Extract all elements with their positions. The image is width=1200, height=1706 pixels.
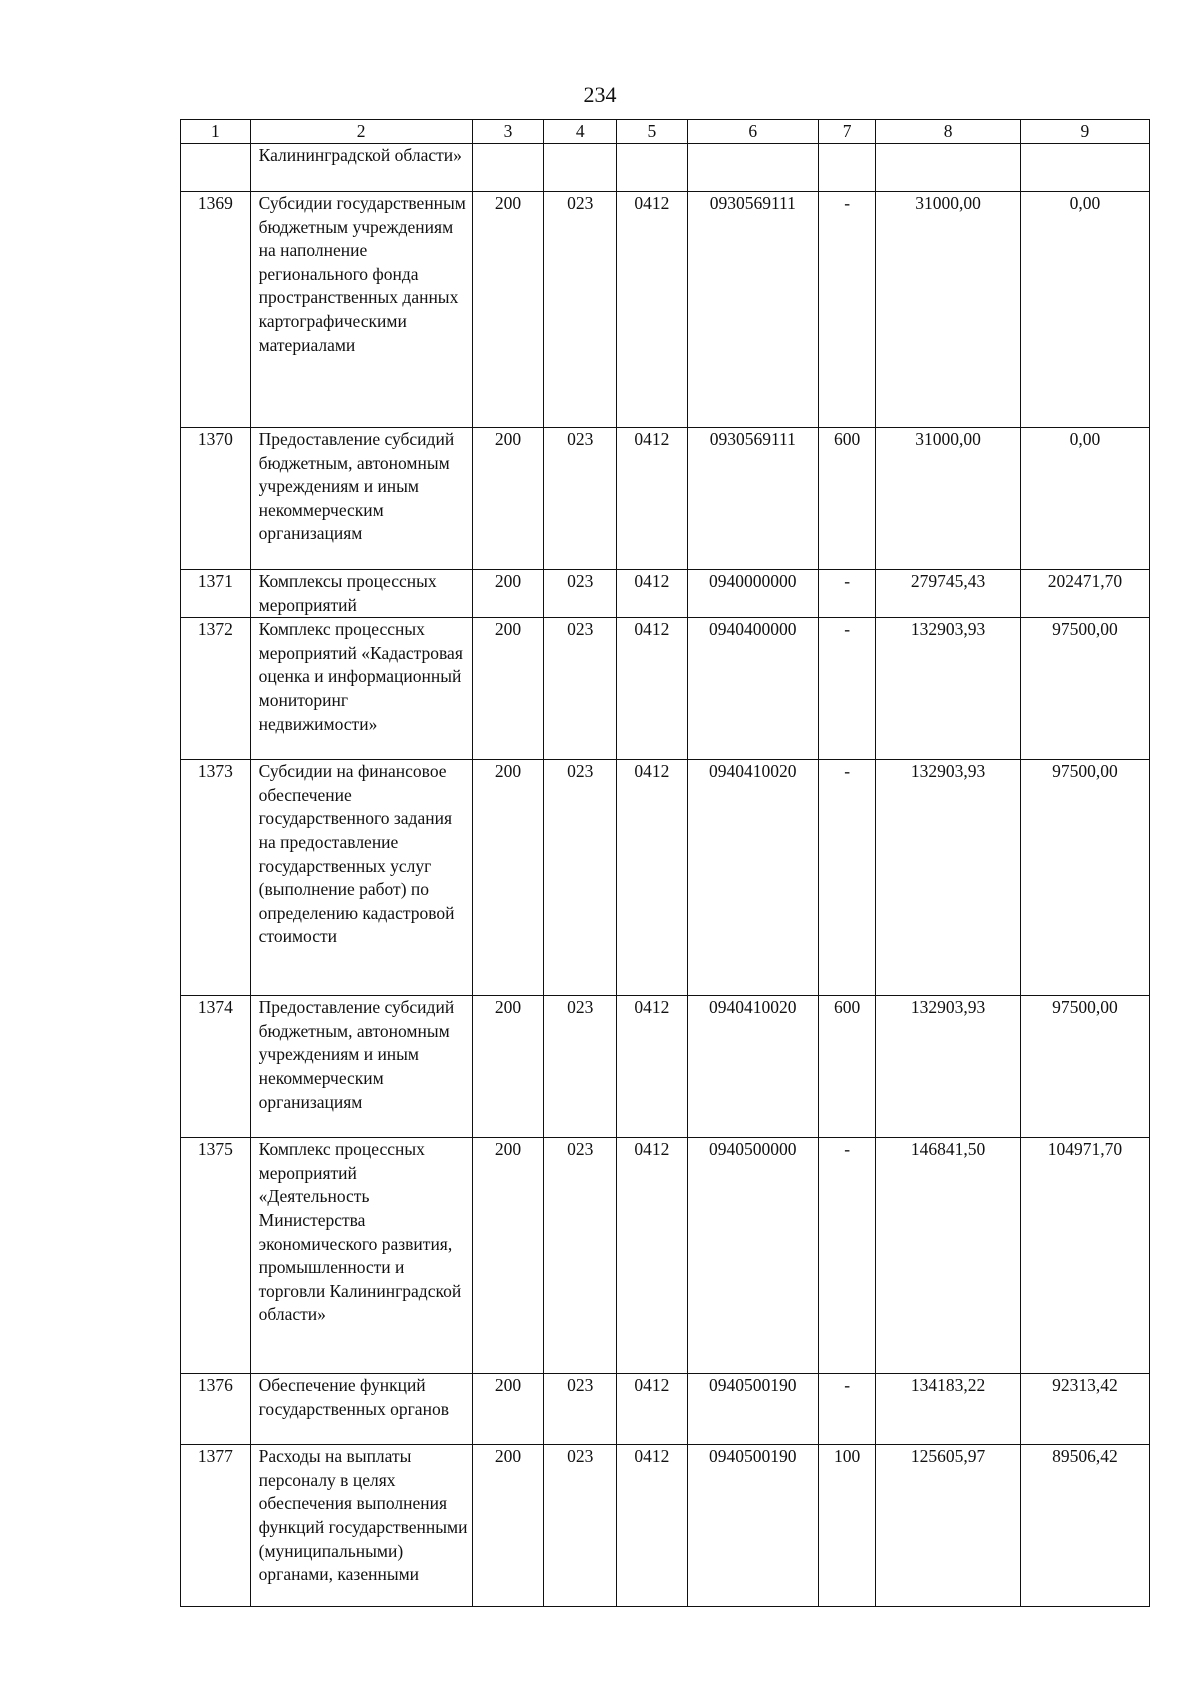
table-row: [181, 618, 1150, 760]
table-row: [181, 192, 1150, 428]
amount-col-8: 125605,97: [876, 1445, 1020, 1607]
code-col-3: 200: [472, 760, 544, 996]
item-name: Комплексы процессных мероприятий: [250, 570, 472, 618]
amount-col-8: 134183,22: [876, 1374, 1020, 1445]
column-header: 7: [818, 120, 876, 144]
amount-col-9: 89506,42: [1020, 1445, 1149, 1607]
table-row: [181, 996, 1150, 1138]
amount-col-8: [876, 144, 1020, 192]
amount-col-8: 132903,93: [876, 618, 1020, 760]
section-code: 0412: [617, 618, 688, 760]
amount-col-9: 202471,70: [1020, 570, 1149, 618]
target-code: 0940500000: [687, 1138, 818, 1374]
section-code: 0412: [617, 760, 688, 996]
row-number: 1371: [181, 570, 251, 618]
item-name: Предоставление субсидий бюджетным, автономным учреждениям и иным некоммерческим организациям: [250, 428, 472, 570]
amount-col-8: 279745,43: [876, 570, 1020, 618]
table-row: [181, 760, 1150, 996]
row-number: 1369: [181, 192, 251, 428]
expense-type: -: [818, 618, 876, 760]
amount-col-8: 31000,00: [876, 428, 1020, 570]
section-code: 0412: [617, 428, 688, 570]
target-code: 0940500190: [687, 1445, 818, 1607]
code-col-3: 200: [472, 570, 544, 618]
section-code: [617, 144, 688, 192]
code-col-3: [472, 144, 544, 192]
section-code: 0412: [617, 1445, 688, 1607]
column-header: 9: [1020, 120, 1149, 144]
header-row: [181, 120, 1150, 144]
target-code: 0930569111: [687, 428, 818, 570]
column-header: 8: [876, 120, 1020, 144]
section-code: 0412: [617, 192, 688, 428]
amount-col-9: 104971,70: [1020, 1138, 1149, 1374]
item-name: Обеспечение функций государственных органов: [250, 1374, 472, 1445]
code-col-4: 023: [544, 760, 617, 996]
row-number: 1370: [181, 428, 251, 570]
expense-type: 600: [818, 996, 876, 1138]
section-code: 0412: [617, 570, 688, 618]
amount-col-9: 0,00: [1020, 428, 1149, 570]
column-header: 4: [544, 120, 617, 144]
row-number: 1377: [181, 1445, 251, 1607]
expense-type: 600: [818, 428, 876, 570]
item-name: Предоставление субсидий бюджетным, автономным учреждениям и иным некоммерческим организациям: [250, 996, 472, 1138]
item-name: Субсидии на финансовое обеспечение государственного задания на предоставление государственных услуг (выполнение работ) по определению кадастровой стоимости: [250, 760, 472, 996]
code-col-4: 023: [544, 996, 617, 1138]
expense-type: [818, 144, 876, 192]
section-code: 0412: [617, 1138, 688, 1374]
code-col-4: 023: [544, 1445, 617, 1607]
budget-table: [180, 119, 1150, 1607]
code-col-3: 200: [472, 192, 544, 428]
code-col-4: 023: [544, 1374, 617, 1445]
code-col-3: 200: [472, 1138, 544, 1374]
amount-col-9: 0,00: [1020, 192, 1149, 428]
row-number: 1376: [181, 1374, 251, 1445]
row-number: 1374: [181, 996, 251, 1138]
page-number: 234: [583, 82, 617, 107]
code-col-4: 023: [544, 618, 617, 760]
code-col-4: 023: [544, 428, 617, 570]
code-col-4: 023: [544, 570, 617, 618]
row-number: 1372: [181, 618, 251, 760]
table-row: [181, 144, 1150, 192]
table-row: [181, 1445, 1150, 1607]
column-header: 2: [250, 120, 472, 144]
target-code: 0940500190: [687, 1374, 818, 1445]
target-code: 0940410020: [687, 760, 818, 996]
row-number: 1375: [181, 1138, 251, 1374]
code-col-4: 023: [544, 1138, 617, 1374]
section-code: 0412: [617, 996, 688, 1138]
table-row: [181, 1374, 1150, 1445]
code-col-3: 200: [472, 1374, 544, 1445]
target-code: 0940400000: [687, 618, 818, 760]
row-number: 1373: [181, 760, 251, 996]
expense-type: -: [818, 1138, 876, 1374]
target-code: 0940410020: [687, 996, 818, 1138]
amount-col-8: 146841,50: [876, 1138, 1020, 1374]
table-row: [181, 1138, 1150, 1374]
target-code: 0940000000: [687, 570, 818, 618]
row-number: [181, 144, 251, 192]
item-name: Комплекс процессных мероприятий «Кадастровая оценка и информационный мониторинг недвижимости»: [250, 618, 472, 760]
column-header: 6: [687, 120, 818, 144]
table-row: [181, 428, 1150, 570]
expense-type: -: [818, 192, 876, 428]
table-row: [181, 570, 1150, 618]
amount-col-9: 92313,42: [1020, 1374, 1149, 1445]
code-col-3: 200: [472, 428, 544, 570]
amount-col-8: 132903,93: [876, 996, 1020, 1138]
column-header: 3: [472, 120, 544, 144]
expense-type: -: [818, 570, 876, 618]
code-col-4: [544, 144, 617, 192]
item-name: Субсидии государственным бюджетным учреждениям на наполнение регионального фонда пространственных данных картографическими материалами: [250, 192, 472, 428]
table-body: [181, 144, 1150, 1607]
code-col-3: 200: [472, 1445, 544, 1607]
item-name: Калининградской области»: [250, 144, 472, 192]
column-header: 1: [181, 120, 251, 144]
target-code: 0930569111: [687, 192, 818, 428]
item-name: Расходы на выплаты персоналу в целях обеспечения выполнения функций государственными (муниципальными) органами, казенными: [250, 1445, 472, 1607]
item-name: Комплекс процессных мероприятий «Деятельность Министерства экономического развития, промышленности и торговли Калининградской области»: [250, 1138, 472, 1374]
amount-col-9: [1020, 144, 1149, 192]
amount-col-8: 31000,00: [876, 192, 1020, 428]
amount-col-9: 97500,00: [1020, 618, 1149, 760]
column-header: 5: [617, 120, 688, 144]
expense-type: -: [818, 1374, 876, 1445]
code-col-3: 200: [472, 996, 544, 1138]
target-code: [687, 144, 818, 192]
section-code: 0412: [617, 1374, 688, 1445]
amount-col-9: 97500,00: [1020, 996, 1149, 1138]
amount-col-8: 132903,93: [876, 760, 1020, 996]
amount-col-9: 97500,00: [1020, 760, 1149, 996]
expense-type: -: [818, 760, 876, 996]
code-col-3: 200: [472, 618, 544, 760]
code-col-4: 023: [544, 192, 617, 428]
expense-type: 100: [818, 1445, 876, 1607]
